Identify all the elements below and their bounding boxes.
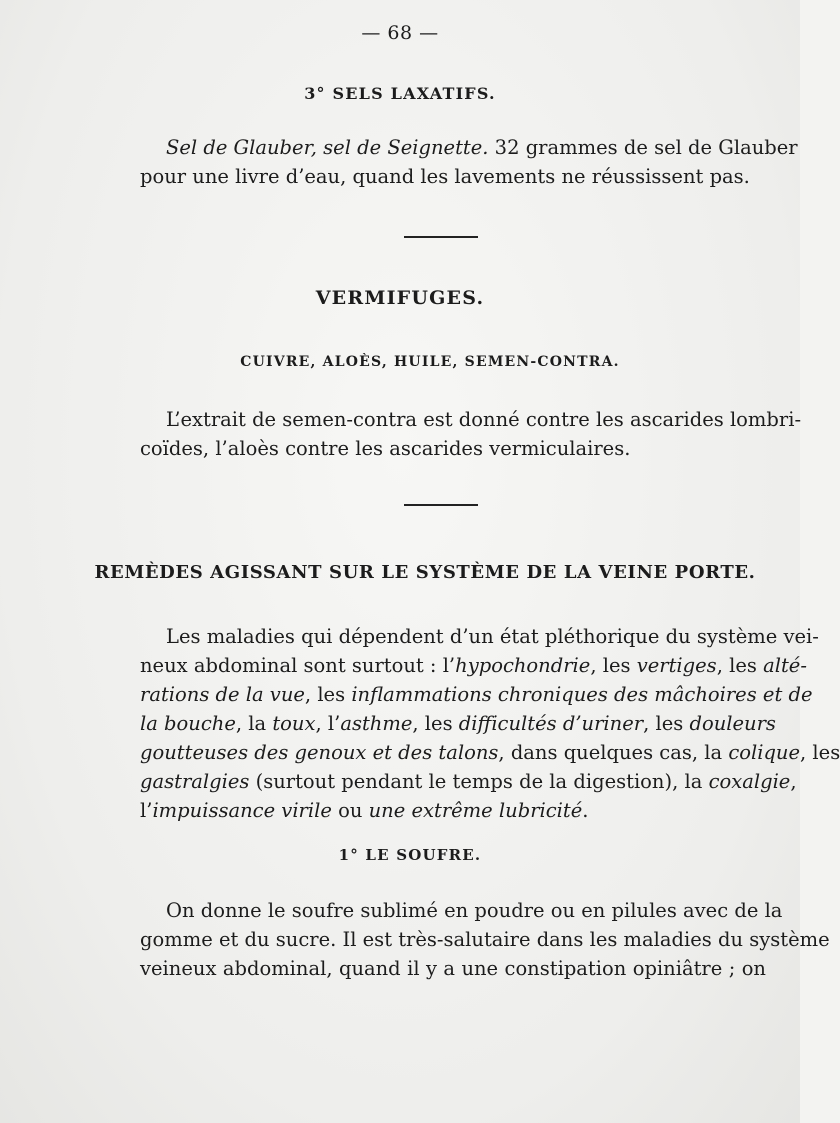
paragraph-line: L’extrait de semen-contra est donné contre les ascarides lombri- xyxy=(166,408,802,431)
text: , les xyxy=(590,654,637,677)
paragraph-veine-porte xyxy=(140,622,840,825)
italic-text: Sel de Glauber, sel de Seignette. xyxy=(166,136,489,159)
paragraph-laxatifs xyxy=(140,133,798,191)
paragraph-vermifuges xyxy=(140,405,802,463)
paragraph-line: coïdes, l’aloès contre les ascarides vermiculaires. xyxy=(140,437,631,460)
text: (surtout pendant le temps de la digestion), la xyxy=(249,770,709,793)
paragraph-line: gomme et du sucre. Il est très-salutaire dans les maladies du système xyxy=(140,928,830,951)
italic-text: inflammations chroniques des mâchoires et de xyxy=(351,683,813,706)
italic-text: vertiges xyxy=(636,654,717,677)
italic-text: toux xyxy=(272,712,316,735)
italic-text: difficultés d’uriner xyxy=(458,712,644,735)
heading-veine-porte: REMÈDES AGISSANT SUR LE SYSTÈME DE LA VEINE PORTE. xyxy=(94,562,756,583)
italic-text: asthme xyxy=(340,712,413,735)
paragraph-line: On donne le soufre sublimé en poudre ou en pilules avec de la xyxy=(166,899,783,922)
page-number: — 68 — xyxy=(361,22,439,44)
heading-vermifuges: VERMIFUGES. xyxy=(315,287,485,309)
paragraph-line xyxy=(140,651,807,680)
section-divider xyxy=(404,236,478,238)
italic-text: gastralgies xyxy=(140,770,250,793)
text: , les xyxy=(716,654,764,677)
text: neux abdominal sont surtout : l’ xyxy=(140,654,456,677)
italic-text: une extrême lubricité xyxy=(368,799,583,822)
italic-text: goutteuses des genoux et des talons xyxy=(140,741,499,764)
italic-text: hypochondrie xyxy=(455,654,591,677)
paragraph-line xyxy=(140,133,798,162)
text: . xyxy=(582,799,589,822)
heading-sels-laxatifs: 3° SELS LAXATIFS. xyxy=(304,84,496,103)
paragraph-line xyxy=(140,709,776,738)
heading-le-soufre: 1° LE SOUFRE. xyxy=(338,846,482,864)
text: , l’ xyxy=(315,712,341,735)
text: , la xyxy=(235,712,273,735)
italic-text: alté- xyxy=(763,654,807,677)
section-divider xyxy=(404,504,478,506)
italic-text: coxalgie xyxy=(708,770,791,793)
subheading-vermifuges: CUIVRE, ALOÈS, HUILE, SEMEN-CONTRA. xyxy=(240,354,620,370)
paragraph-line xyxy=(140,796,766,825)
italic-text: douleurs xyxy=(689,712,776,735)
text: 32 grammes de sel de Glauber xyxy=(488,136,798,159)
italic-text: colique xyxy=(728,741,801,764)
paragraph-soufre xyxy=(140,896,830,983)
paragraph-line: pour une livre d’eau, quand les lavements ne réussissent pas. xyxy=(140,165,750,188)
italic-text: la bouche xyxy=(140,712,236,735)
text: , les xyxy=(304,683,352,706)
paragraph-line xyxy=(140,767,797,796)
text: ou xyxy=(331,799,369,822)
paragraph-line xyxy=(140,680,813,709)
italic-text: rations de la vue xyxy=(140,683,305,706)
text: , les xyxy=(412,712,459,735)
text: , les xyxy=(800,741,840,764)
text: l’ xyxy=(140,799,153,822)
text: , xyxy=(790,770,797,793)
paragraph-line: Les maladies qui dépendent d’un état pléthorique du système vei- xyxy=(166,625,819,648)
text: , les xyxy=(643,712,690,735)
text: , dans quelques cas, la xyxy=(498,741,729,764)
paragraph-line: veineux abdominal, quand il y a une constipation opiniâtre ; on xyxy=(140,957,766,980)
paragraph-line xyxy=(140,738,840,767)
italic-text: impuissance virile xyxy=(152,799,332,822)
